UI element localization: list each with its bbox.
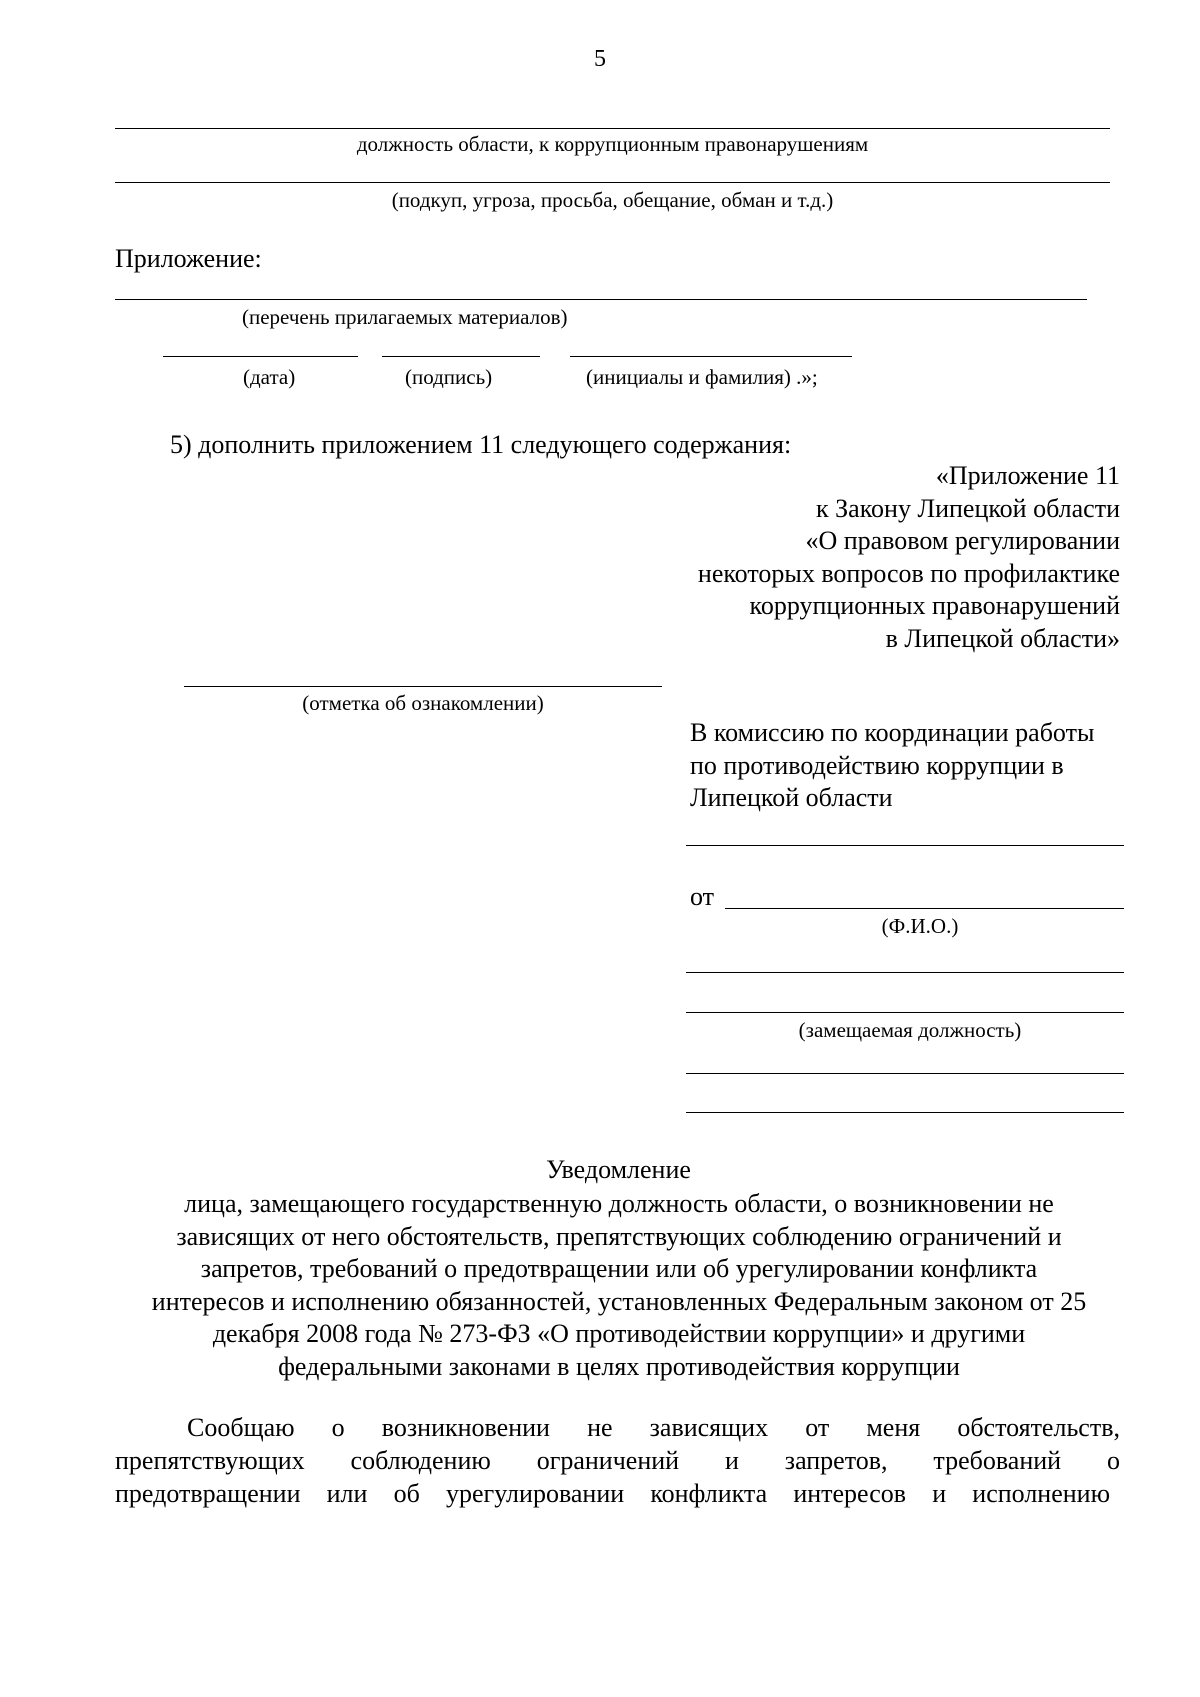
body-line: Сообщаю о возникновении не зависящих от меня обстоятельств, — [187, 1413, 1120, 1442]
blank-line — [686, 1073, 1124, 1074]
notice-subtitle-line: лица, замещающего государственную должность области, о возникновении не — [184, 1189, 1054, 1218]
blank-line — [686, 1012, 1124, 1013]
blank-line — [115, 182, 1110, 183]
fio-line — [725, 908, 1124, 909]
addressee-line: по противодействию коррупции в — [690, 750, 1064, 780]
notice-subtitle-line: декабря 2008 года № 273-ФЗ «О противодействии коррупции» и другими — [212, 1319, 1026, 1348]
blank-line — [686, 845, 1124, 846]
notice-subtitle-line: зависящих от него обстоятельств, препятствующих соблюдению ограничений и — [176, 1221, 1062, 1251]
appendix-header-line: к Закону Липецкой области — [816, 493, 1120, 523]
position-caption: (замещаемая должность) — [798, 1018, 1022, 1042]
amendment-text: 5) дополнить приложением 11 следующего содержания: — [170, 430, 792, 459]
acknowledgement-caption: (отметка об ознакомлении) — [302, 691, 544, 715]
addressee-line: Липецкой области — [690, 783, 893, 812]
position-caption-line: должность области, к коррупционным правонарушениям — [356, 132, 869, 156]
blank-line — [115, 299, 1087, 300]
violation-type-caption: (подкуп, угроза, просьба, обещание, обман и т.д.) — [391, 188, 834, 212]
notice-subtitle — [110, 1188, 1128, 1383]
appendix-header-line: «Приложение 11 — [935, 461, 1120, 490]
name-line — [570, 356, 852, 357]
attachment-label: Приложение: — [115, 244, 262, 273]
name-caption: (инициалы и фамилия) .»; — [586, 365, 818, 389]
notice-subtitle-line: запретов, требований о предотвращении или об урегулировании конфликта — [200, 1254, 1038, 1283]
signature-line — [382, 356, 540, 357]
appendix-header-line: «О правовом регулировании — [805, 526, 1120, 555]
materials-caption: (перечень прилагаемых материалов) — [242, 305, 568, 329]
blank-line — [686, 1112, 1124, 1113]
notice-subtitle-line: федеральными законами в целях противодействия коррупции — [278, 1351, 960, 1381]
page-number: 5 — [594, 46, 606, 72]
date-line — [163, 356, 358, 357]
blank-line — [115, 128, 1110, 129]
notice-subtitle-line: интересов и исполнению обязанностей, установленных Федеральным законом от 25 — [151, 1286, 1087, 1316]
from-label: от — [690, 882, 715, 911]
blank-line — [686, 972, 1124, 973]
appendix-header — [500, 460, 1120, 655]
body-line: препятствующих соблюдению ограничений и запретов, требований о — [115, 1446, 1120, 1475]
fio-caption: (Ф.И.О.) — [881, 914, 959, 938]
addressee-block — [690, 717, 1094, 815]
appendix-header-line: в Липецкой области» — [885, 623, 1120, 653]
appendix-header-line: коррупционных правонарушений — [749, 591, 1120, 620]
body-line: предотвращении или об урегулировании конфликта интересов и исполнению — [115, 1479, 1110, 1508]
notice-title: Уведомление — [546, 1155, 691, 1184]
signature-caption: (подпись) — [405, 365, 493, 389]
appendix-header-line: некоторых вопросов по профилактике — [697, 558, 1120, 588]
acknowledgement-line — [184, 686, 662, 687]
date-caption: (дата) — [243, 365, 296, 389]
addressee-line: В комиссию по координации работы — [690, 718, 1095, 747]
